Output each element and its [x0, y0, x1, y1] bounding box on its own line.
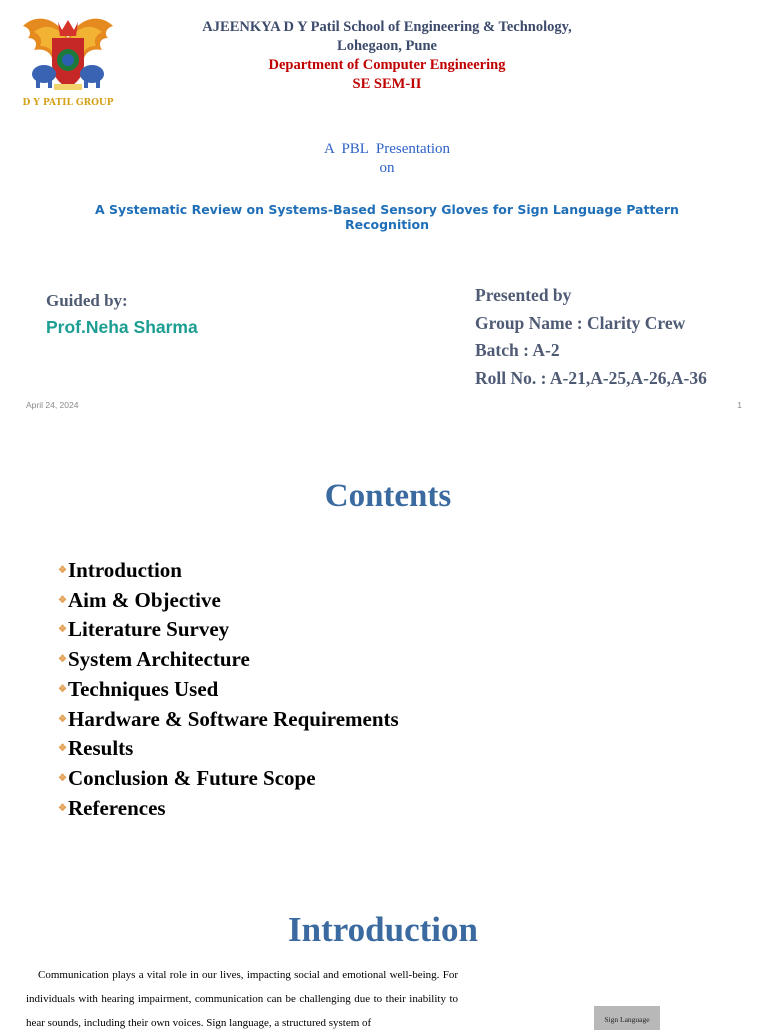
diamond-bullet-icon: ❖ [58, 772, 67, 784]
contents-heading: Contents [324, 478, 452, 514]
diamond-bullet-icon: ❖ [58, 683, 67, 695]
list-item: ❖Techniques Used [58, 675, 399, 705]
diamond-bullet-icon: ❖ [58, 594, 67, 606]
guide-name: Prof.Neha Sharma [46, 317, 198, 337]
diamond-bullet-icon: ❖ [58, 624, 67, 636]
contents-slide [0, 430, 768, 850]
list-item: ❖Literature Survey [58, 615, 399, 645]
diamond-bullet-icon: ❖ [58, 713, 67, 725]
institution-location: Lohegaon, Pune [337, 38, 437, 54]
guided-by-label: Guided by: [46, 291, 128, 310]
list-item: ❖Conclusion & Future Scope [58, 764, 399, 794]
semester-label: SE SEM-II [352, 76, 422, 92]
diamond-bullet-icon: ❖ [58, 802, 67, 814]
list-item: ❖System Architecture [58, 645, 399, 675]
list-item: ❖Aim & Objective [58, 586, 399, 616]
list-item: ❖Hardware & Software Requirements [58, 705, 399, 735]
presented-by-label: Presented by [475, 285, 572, 305]
dy-patil-group-logo [18, 8, 118, 108]
presentation-title [90, 202, 684, 232]
svg-text:D Y PATIL GROUP: D Y PATIL GROUP [22, 98, 114, 108]
list-item: ❖Results [58, 734, 399, 764]
title-line-2: Recognition [345, 217, 429, 232]
sign-language-image: Sign Language [594, 1006, 660, 1030]
diamond-bullet-icon: ❖ [58, 565, 67, 576]
diamond-bullet-icon: ❖ [58, 654, 67, 666]
slide-number: 1 [737, 400, 742, 410]
slide-date: April 24, 2024 [26, 400, 79, 410]
presenter-details [475, 282, 707, 393]
introduction-slide [0, 860, 768, 1029]
title-line-1: A Systematic Review on Systems-Based Sensory Gloves for Sign Language Pattern [95, 202, 679, 217]
group-name: Group Name : Clarity Crew [475, 312, 686, 333]
pbl-line: A PBL Presentation [323, 141, 451, 157]
diamond-bullet-icon: ❖ [58, 743, 67, 755]
pbl-on-line: on [379, 160, 395, 176]
batch-label: Batch : A-2 [475, 340, 560, 361]
roll-numbers: Roll No. : A-21,A-25,A-26,A-36 [475, 368, 707, 389]
institution-header [170, 18, 604, 94]
contents-list [58, 556, 399, 823]
introduction-paragraph: Communication plays a vital role in our lives, impacting social and emotional well-being. For individuals with hearing impairment, communication can be challenging due to their inability to hear sounds, including their own voices. Sign language, a structured system of [26, 969, 458, 1029]
institution-name: AJEENKYA D Y Patil School of Engineering & Technology, [202, 19, 572, 35]
department-name: Department of Computer Engineering [268, 57, 506, 73]
list-item: ❖References [58, 794, 399, 824]
title-slide [0, 0, 768, 420]
introduction-heading: Introduction [288, 910, 478, 949]
list-item: ❖Introduction [58, 556, 399, 586]
presentation-type [284, 140, 490, 178]
